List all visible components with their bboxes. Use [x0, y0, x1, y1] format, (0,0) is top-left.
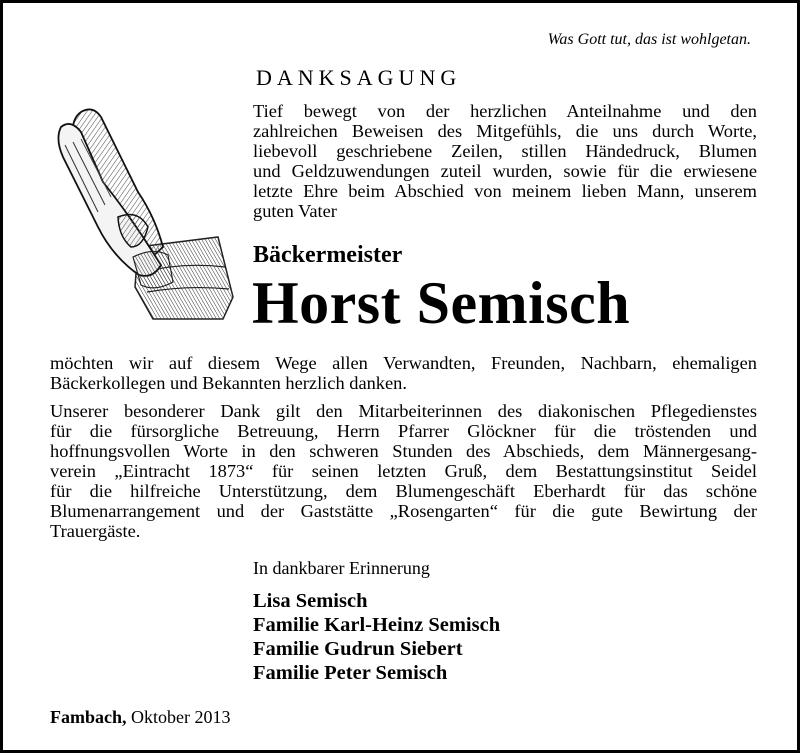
place-date: [50, 706, 230, 728]
heading: DANKSAGUNG: [256, 65, 462, 90]
intro-line: und Geldzuwendungen zuteil wurden, sowie für die erwiesene: [253, 161, 757, 181]
paragraph-special-thanks: [50, 401, 757, 541]
intro-text: [253, 101, 757, 221]
date: Oktober 2013: [131, 707, 231, 727]
paragraph-line: hoffnungsvollen Worte in den schweren Stunden des Abschieds, dem Männergesang-: [50, 441, 757, 461]
paragraph-line: Blumenarrangement und der Gaststätte „Rosengarten“ für die gute Bewirtung der: [50, 501, 757, 521]
deceased-title: Bäckermeister: [253, 242, 403, 268]
place: Fambach,: [50, 707, 127, 727]
signer: Familie Peter Semisch: [253, 662, 448, 684]
paragraph-line: Trauergäste.: [50, 521, 141, 541]
paragraph-line: Bäckerkollegen und Bekannten herzlich danken.: [50, 373, 407, 393]
motto: Was Gott tut, das ist wohlgetan.: [547, 31, 751, 48]
intro-line: letzte Ehre beim Abschied von meinem lieben Mann, unserem: [253, 181, 757, 201]
intro-line: liebevoll geschriebene Zeilen, stillen Händedruck, Blumen: [253, 141, 757, 161]
intro-line: guten Vater: [253, 201, 337, 221]
signer: Familie Karl-Heinz Semisch: [253, 614, 501, 636]
intro-line: zahlreichen Beweisen des Mitgefühls, die uns durch Worte,: [253, 121, 757, 141]
paragraph-line: möchten wir auf diesem Wege allen Verwandten, Freunden, Nachbarn, ehemaligen: [50, 353, 757, 373]
paragraph-line: für die fürsorgliche Betreuung, Herrn Pfarrer Glöckner für die tröstenden und: [50, 421, 757, 441]
signer: Familie Gudrun Siebert: [253, 638, 463, 660]
paragraph-thanks: [50, 353, 757, 393]
signers-list: [253, 589, 500, 685]
paragraph-line: Unserer besonderer Dank gilt den Mitarbeiterinnen des diakonischen Pflegedienstes: [50, 401, 757, 421]
signer: Lisa Semisch: [253, 590, 368, 612]
paragraph-line: verein „Eintracht 1873“ für seinen letzten Gruß, dem Bestattungsinstitut Seidel: [50, 461, 757, 481]
intro-line: Tief bewegt von der herzlichen Anteilnahme und den: [253, 101, 757, 121]
closing-phrase: In dankbarer Erinnerung: [253, 558, 430, 578]
deceased-name: Horst Semisch: [252, 270, 631, 336]
praying-hands-icon: [43, 97, 243, 322]
paragraph-line: für die hilfreiche Unterstützung, dem Blumengeschäft Eberhardt für das schöne: [50, 481, 757, 501]
